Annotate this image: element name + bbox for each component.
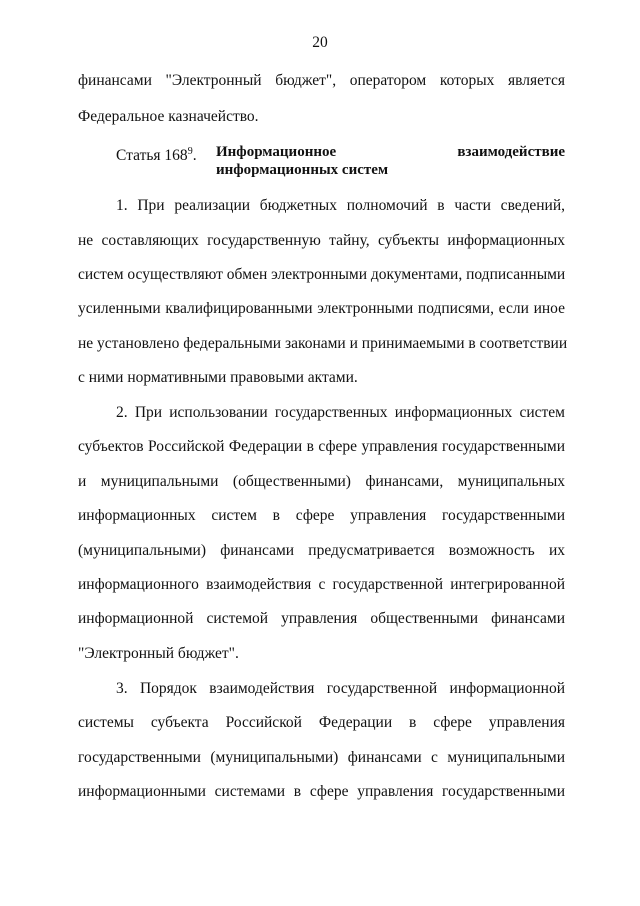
paragraph-3-line: 3. Порядок взаимодействия государственной информационной: [116, 680, 565, 697]
article-title-line: Информационное взаимодействие: [216, 144, 565, 160]
paragraph-2-line: и муниципальными (общественными) финансами, муниципальных: [78, 473, 565, 490]
paragraph-1-line: не установлено федеральными законами и принимаемыми в соответствии: [78, 335, 568, 352]
article-number: Статья 168: [116, 147, 188, 165]
paragraph-1-line: усиленными квалифицированными электронными подписями, если иное: [78, 300, 565, 317]
paragraph-2-line: информационного взаимодействия с государственной интегрированной: [78, 576, 565, 593]
paragraph-1-line: 1. При реализации бюджетных полномочий в части сведений,: [116, 197, 565, 214]
article-title: [216, 143, 565, 179]
paragraph-3-line: государственными (муниципальными) финансами с муниципальными: [78, 749, 565, 766]
intro-line: финансами "Электронный бюджет", оператором которых является: [78, 72, 565, 89]
intro-line: Федеральное казначейство.: [78, 108, 259, 125]
paragraph-1-line: с ними нормативными правовыми актами.: [78, 369, 358, 386]
paragraph-2-line: (муниципальными) финансами предусматривается возможность их: [78, 542, 565, 559]
article-superscript: 9: [187, 146, 193, 157]
paragraph-1-line: не составляющих государственную тайну, субъекты информационных: [78, 232, 565, 249]
paragraph-2-line: субъектов Российской Федерации в сфере управления государственными: [78, 438, 565, 455]
paragraph-2-line: 2. При использовании государственных информационных систем: [116, 404, 565, 421]
paragraph-1-line: систем осуществляют обмен электронными документами, подписанными: [78, 266, 566, 283]
paragraph-2-line: информационных систем в сфере управления государственными: [78, 507, 565, 524]
article-label: [116, 143, 197, 165]
paragraph-2-line: информационной системой управления общественными финансами: [78, 610, 565, 627]
paragraph-3-line: информационными системами в сфере управления государственными: [78, 783, 565, 800]
paragraph-2-line: "Электронный бюджет".: [78, 645, 239, 662]
article-title-line: информационных систем: [216, 162, 389, 178]
article-label-suffix: .: [192, 147, 197, 165]
page-number: 20: [312, 34, 328, 51]
paragraph-3-line: системы субъекта Российской Федерации в сфере управления: [78, 714, 565, 731]
